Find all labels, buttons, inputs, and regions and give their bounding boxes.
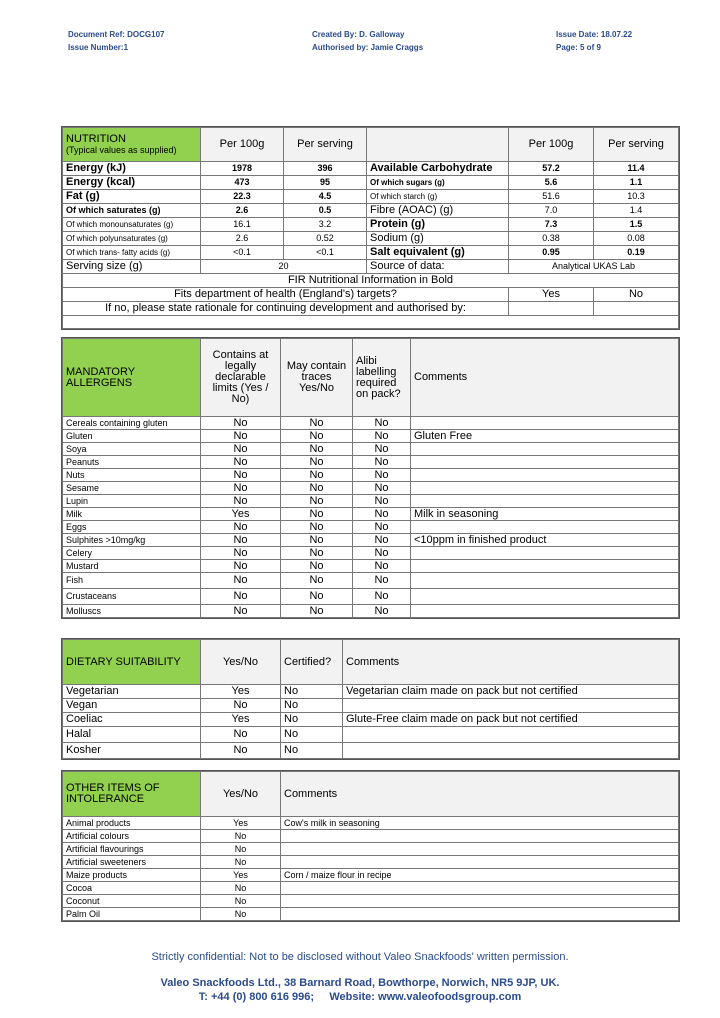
intolerance-rows [63,817,679,921]
allergen-row [63,534,679,547]
allergens-header-row [63,339,679,417]
intolerance-header-row [63,772,679,817]
nutrient-serving: 0.5 [284,204,367,218]
intolerance-comment: Cow's milk in seasoning [281,817,679,830]
allergen-row [63,443,679,456]
rationale-entry-row [63,316,679,329]
allergen-comment [411,469,679,482]
allergen-row [63,469,679,482]
allergen-alibi: No [353,469,411,482]
nutrient-name: Of which starch (g) [367,190,509,204]
dietary-name: Vegan [63,699,201,713]
allergens-table [62,338,679,618]
dietary-row [63,685,679,699]
intolerance-comment [281,895,679,908]
nutrient-name: Salt equivalent (g) [367,246,509,260]
allergen-contains: No [201,589,281,605]
allergen-traces: No [281,482,353,495]
allergen-contains: No [201,547,281,560]
allergen-row [63,547,679,560]
dietary-comment: Vegetarian claim made on pack but not certified [343,685,679,699]
intolerance-row [63,830,679,843]
serving-label: Serving size (g) [63,260,201,274]
allergen-comment [411,417,679,430]
allergen-traces: No [281,560,353,573]
source-label: Source of data: [367,260,509,274]
rationale-no-cell [594,302,679,316]
nutrition-title-cell [63,128,201,162]
allergen-comment [411,589,679,605]
nutrition-row [63,218,679,232]
allergen-traces: No [281,589,353,605]
intolerance-name: Artificial sweeteners [63,856,201,869]
nutrient-serving: <0.1 [284,246,367,260]
intolerance-name: Palm Oil [63,908,201,921]
allergen-row [63,560,679,573]
allergen-traces: No [281,456,353,469]
allergen-alibi: No [353,547,411,560]
intolerance-yesno: Yes [201,817,281,830]
allergen-comment [411,495,679,508]
allergen-traces: No [281,495,353,508]
targets-yes: Yes [509,288,594,302]
issue-number: Issue Number:1 [68,43,129,52]
nutrient-name: Fibre (AOAC) (g) [367,204,509,218]
allergen-contains: No [201,573,281,589]
col-blank [367,128,509,162]
nutrient-name: Fat (g) [63,190,201,204]
intolerance-yesno: No [201,882,281,895]
allergen-contains: No [201,521,281,534]
allergen-comment: Gluten Free [411,430,679,443]
nutrition-row [63,162,679,176]
intolerance-name: Cocoa [63,882,201,895]
dietary-row [63,727,679,743]
allergen-traces: No [281,430,353,443]
nutrient-name: Of which trans- fatty acids (g) [63,246,201,260]
dietary-name: Halal [63,727,201,743]
allergen-traces: No [281,469,353,482]
allergen-traces: No [281,521,353,534]
col-yesno: Yes/No [201,640,281,685]
allergen-comment [411,482,679,495]
nutrition-row [63,176,679,190]
allergen-contains: Yes [201,508,281,521]
company-address: Valeo Snackfoods Ltd., 38 Barnard Road, Bowthorpe, Norwich, NR5 9JP, UK. [160,977,560,989]
dietary-row [63,743,679,759]
allergen-alibi: No [353,443,411,456]
dietary-title: DIETARY SUITABILITY [63,640,201,685]
nutrient-serving: 95 [284,176,367,190]
dietary-yesno: No [201,727,281,743]
nutrient-serving: 0.52 [284,232,367,246]
nutrient-per100: 51.6 [509,190,594,204]
nutrient-name: Of which monounsaturates (g) [63,218,201,232]
intolerance-yesno: No [201,895,281,908]
col-traces: May contain traces Yes/No [281,339,353,417]
col-yesno: Yes/No [201,772,281,817]
allergen-alibi: No [353,534,411,547]
allergen-contains: No [201,443,281,456]
intolerance-comment [281,908,679,921]
allergen-name: Fish [63,573,201,589]
allergen-comment [411,547,679,560]
intolerance-name: Artificial colours [63,830,201,843]
col-alibi: Alibi labelling required on pack? [353,339,411,417]
intolerance-row [63,817,679,830]
allergen-contains: No [201,456,281,469]
doc-ref: Document Ref: DOCG107 [68,30,165,39]
fir-note: FIR Nutritional Information in Bold [63,274,679,288]
allergen-contains: No [201,605,281,618]
nutrient-name: Energy (kcal) [63,176,201,190]
dietary-row [63,699,679,713]
allergen-traces: No [281,508,353,521]
allergen-comment [411,456,679,469]
dietary-comment: Glute-Free claim made on pack but not certified [343,713,679,727]
nutrient-per100: 7.0 [509,204,594,218]
fir-note-row [63,274,679,288]
allergen-row [63,417,679,430]
allergen-contains: No [201,430,281,443]
col-contains: Contains at legally declarable limits (Yes / No) [201,339,281,417]
allergen-name: Mustard [63,560,201,573]
nutrient-serving: 0.19 [594,246,679,260]
rationale-label: If no, please state rationale for continuing development and authorised by: [63,302,509,316]
page-number: Page: 5 of 9 [556,43,601,52]
dietary-rows [63,685,679,759]
allergen-name: Molluscs [63,605,201,618]
nutrition-row [63,190,679,204]
nutrient-name: Of which saturates (g) [63,204,201,218]
intolerance-comment [281,830,679,843]
nutrient-per100: 473 [201,176,284,190]
confidential-notice: Strictly confidential: Not to be disclosed without Valeo Snackfoods' written permission. [151,951,569,963]
nutrition-row [63,232,679,246]
nutrition-title: NUTRITION [66,132,126,145]
allergen-name: Milk [63,508,201,521]
nutrient-per100: <0.1 [201,246,284,260]
nutrient-per100: 16.1 [201,218,284,232]
dietary-name: Vegetarian [63,685,201,699]
allergen-traces: No [281,605,353,618]
intolerance-title: OTHER ITEMS OF INTOLERANCE [63,772,201,817]
col-comments: Comments [343,640,679,685]
col-serving-right: Per serving [594,128,679,162]
allergen-row [63,430,679,443]
nutrient-name: Available Carbohydrate [367,162,509,176]
intolerance-yesno: No [201,908,281,921]
intolerance-name: Artificial flavourings [63,843,201,856]
allergen-row [63,482,679,495]
dietary-comment [343,699,679,713]
allergen-name: Sesame [63,482,201,495]
intolerance-row [63,869,679,882]
allergen-alibi: No [353,482,411,495]
allergen-name: Crustaceans [63,589,201,605]
targets-no: No [594,288,679,302]
nutrition-subtitle: (Typical values as supplied) [66,144,177,155]
nutrition-table [62,127,679,329]
issue-date: Issue Date: 18.07.22 [556,30,633,39]
intolerance-yesno: No [201,830,281,843]
allergen-name: Lupin [63,495,201,508]
nutrient-serving: 396 [284,162,367,176]
allergen-comment [411,521,679,534]
allergen-row [63,589,679,605]
nutrient-per100: 5.6 [509,176,594,190]
allergen-comment: <10ppm in finished product [411,534,679,547]
intolerance-name: Animal products [63,817,201,830]
col-certified: Certified? [281,640,343,685]
intolerance-comment [281,856,679,869]
nutrient-serving: 11.4 [594,162,679,176]
dietary-certified: No [281,699,343,713]
authorised-by: Authorised by: Jamie Craggs [312,43,424,52]
dietary-certified: No [281,727,343,743]
allergen-traces: No [281,534,353,547]
allergen-row [63,495,679,508]
intolerance-row [63,908,679,921]
nutrient-serving: 1.1 [594,176,679,190]
intolerance-row [63,882,679,895]
nutrition-row [63,204,679,218]
dietary-certified: No [281,743,343,759]
dietary-yesno: No [201,743,281,759]
col-comments: Comments [411,339,679,417]
nutrient-per100: 2.6 [201,232,284,246]
source-value: Analytical UKAS Lab [509,260,679,274]
nutrient-serving: 1.5 [594,218,679,232]
dietary-yesno: Yes [201,685,281,699]
allergen-comment: Milk in seasoning [411,508,679,521]
allergen-alibi: No [353,495,411,508]
allergen-contains: No [201,417,281,430]
intolerance-row [63,856,679,869]
allergen-alibi: No [353,605,411,618]
nutrient-name: Sodium (g) [367,232,509,246]
allergen-alibi: No [353,521,411,534]
allergen-traces: No [281,443,353,456]
allergen-name: Soya [63,443,201,456]
created-by: Created By: D. Galloway [312,30,405,39]
allergen-contains: No [201,534,281,547]
nutrient-serving: 0.08 [594,232,679,246]
allergen-comment [411,573,679,589]
serving-row [63,260,679,274]
allergen-traces: No [281,547,353,560]
targets-question: Fits department of health (England's) targets? [63,288,509,302]
intolerance-comment: Corn / maize flour in recipe [281,869,679,882]
nutrient-per100: 22.3 [201,190,284,204]
nutrient-serving: 10.3 [594,190,679,204]
allergen-comment [411,605,679,618]
dietary-certified: No [281,713,343,727]
allergen-comment [411,560,679,573]
allergen-row [63,521,679,534]
allergen-row [63,605,679,618]
col-per100-left: Per 100g [201,128,284,162]
nutrient-name: Of which polyunsaturates (g) [63,232,201,246]
allergen-alibi: No [353,589,411,605]
intolerance-name: Coconut [63,895,201,908]
nutrient-per100: 0.95 [509,246,594,260]
allergen-alibi: No [353,560,411,573]
dietary-yesno: No [201,699,281,713]
dietary-certified: No [281,685,343,699]
nutrient-per100: 57.2 [509,162,594,176]
dietary-table [62,639,679,759]
allergen-contains: No [201,560,281,573]
intolerance-yesno: Yes [201,869,281,882]
nutrition-header-row [63,128,679,162]
col-serving-left: Per serving [284,128,367,162]
dietary-name: Coeliac [63,713,201,727]
rationale-entry [63,316,679,329]
allergens-title: MANDATORY ALLERGENS [63,339,201,417]
intolerance-row [63,895,679,908]
rationale-row [63,302,679,316]
allergen-traces: No [281,417,353,430]
allergen-alibi: No [353,508,411,521]
nutrient-per100: 2.6 [201,204,284,218]
allergen-name: Celery [63,547,201,560]
allergen-alibi: No [353,573,411,589]
allergen-comment [411,443,679,456]
company-contact: T: +44 (0) 800 616 996; Website: www.valeofoodsgroup.com [198,991,522,1003]
nutrient-per100: 0.38 [509,232,594,246]
serving-value: 20 [201,260,367,274]
allergen-row [63,508,679,521]
allergen-traces: No [281,573,353,589]
allergen-name: Gluten [63,430,201,443]
intolerance-yesno: No [201,856,281,869]
dietary-header-row [63,640,679,685]
col-per100-right: Per 100g [509,128,594,162]
allergen-alibi: No [353,417,411,430]
nutrient-name: Energy (kJ) [63,162,201,176]
allergen-rows [63,417,679,618]
allergen-alibi: No [353,430,411,443]
company-footer [0,976,720,1004]
allergen-row [63,573,679,589]
intolerance-name: Maize products [63,869,201,882]
allergen-contains: No [201,469,281,482]
nutrient-serving: 4.5 [284,190,367,204]
intolerance-table [62,771,679,921]
allergen-name: Sulphites >10mg/kg [63,534,201,547]
nutrient-name: Protein (g) [367,218,509,232]
dietary-name: Kosher [63,743,201,759]
intolerance-yesno: No [201,843,281,856]
nutrient-serving: 3.2 [284,218,367,232]
rationale-yes-cell [509,302,594,316]
allergen-name: Cereals containing gluten [63,417,201,430]
intolerance-row [63,843,679,856]
nutrition-row [63,246,679,260]
allergen-row [63,456,679,469]
dietary-comment [343,727,679,743]
col-comments: Comments [281,772,679,817]
nutrient-per100: 7.3 [509,218,594,232]
targets-row [63,288,679,302]
nutrient-per100: 1978 [201,162,284,176]
allergen-alibi: No [353,456,411,469]
nutrient-serving: 1.4 [594,204,679,218]
nutrient-name: Of which sugars (g) [367,176,509,190]
allergen-contains: No [201,482,281,495]
allergen-name: Peanuts [63,456,201,469]
allergen-contains: No [201,495,281,508]
dietary-yesno: Yes [201,713,281,727]
dietary-row [63,713,679,727]
allergen-name: Eggs [63,521,201,534]
allergen-name: Nuts [63,469,201,482]
dietary-comment [343,743,679,759]
intolerance-comment [281,843,679,856]
intolerance-comment [281,882,679,895]
